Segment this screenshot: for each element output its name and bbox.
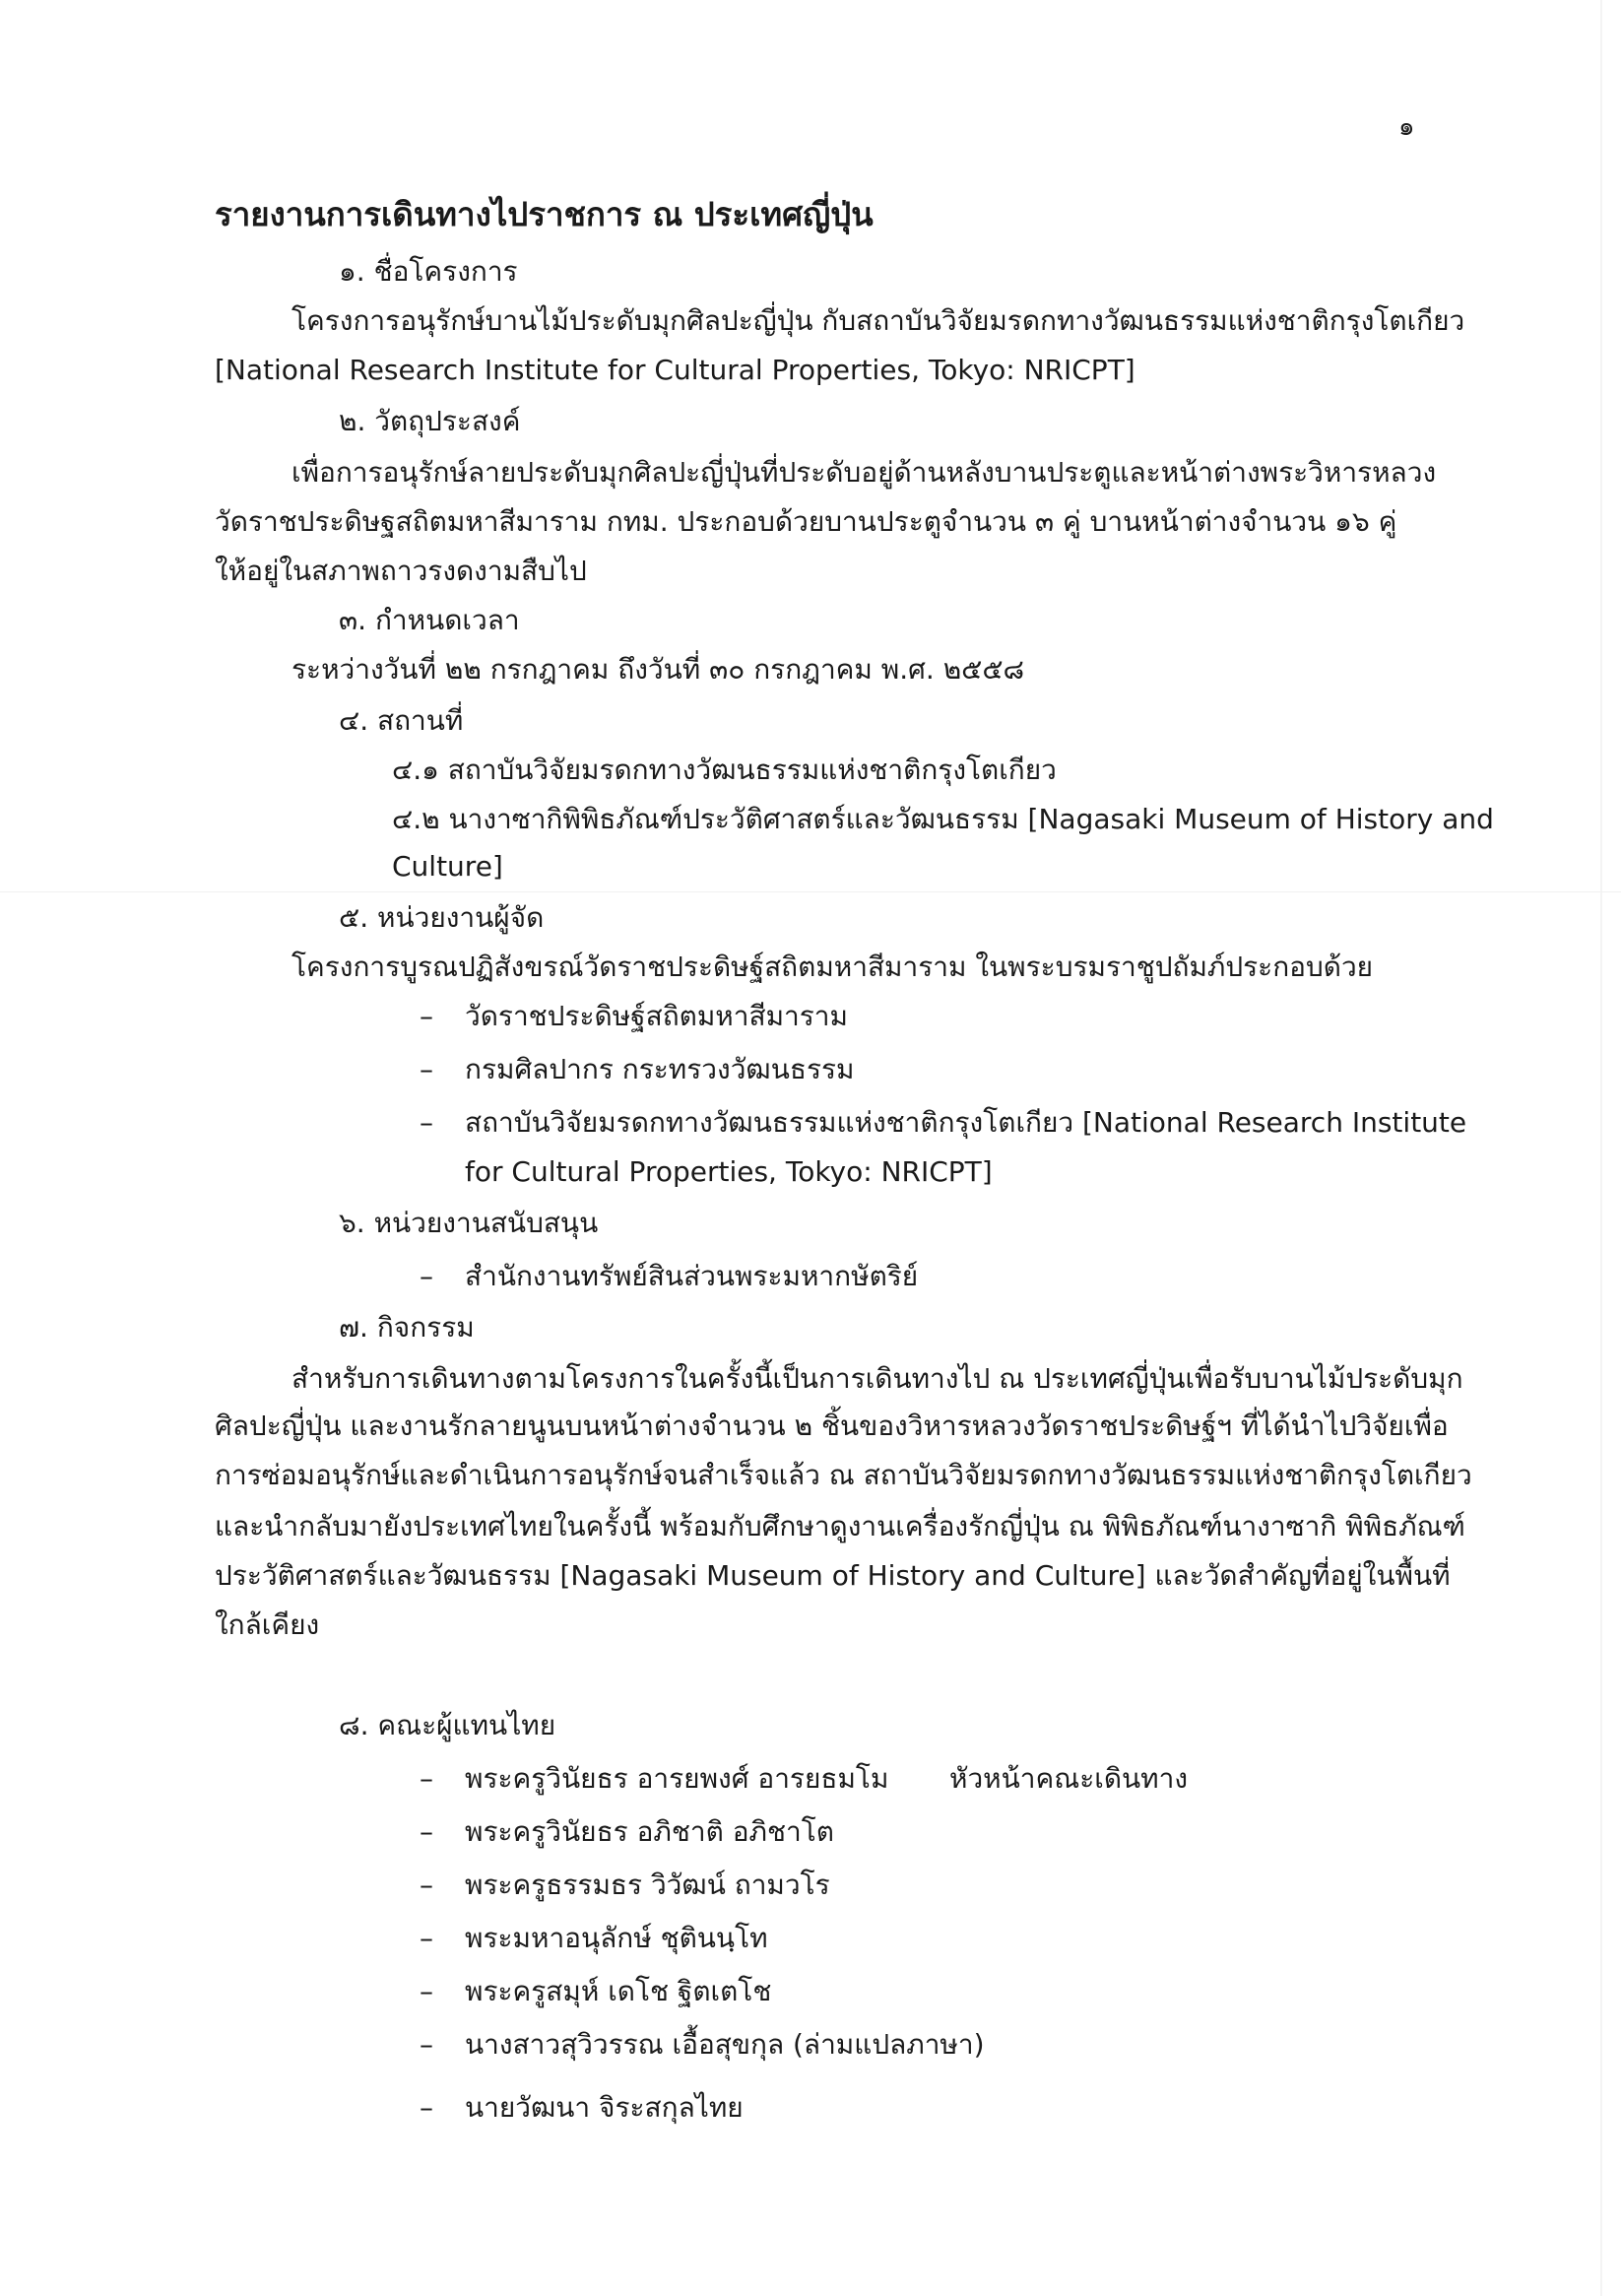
section-7-heading: ๗. กิจกรรม [339, 1311, 475, 1344]
list-dash: – [420, 1975, 433, 2007]
section-3-heading: ๓. กำหนดเวลา [339, 604, 520, 636]
list-dash: – [420, 2091, 433, 2124]
section-4-item: Culture] [392, 850, 503, 883]
section-1-text: [National Research Institute for Cultural Properties, Tokyo: NRICPT] [215, 354, 1135, 386]
section-1-text: โครงการอนุรักษ์บานไม้ประดับมุกศิลปะญี่ปุ่น กับสถาบันวิจัยมรดกทางวัฒนธรรมแห่งชาติกรุงโตเกียว [292, 304, 1465, 337]
section-7-text: และนำกลับมายังประเทศไทยในครั้งนี้ พร้อมกับศึกษาดูงานเครื่องรักญี่ปุ่น ณ พิพิธภัณฑ์นางาซากิ พิพิธภัณฑ์ [215, 1510, 1465, 1542]
section-2-text: ให้อยู่ในสภาพถาวรงดงามสืบไป [215, 555, 587, 587]
section-5-list-item: สถาบันวิจัยมรดกทางวัฒนธรรมแห่งชาติกรุงโตเกียว [National Research Institute [465, 1106, 1467, 1139]
list-dash: – [420, 1762, 433, 1795]
list-dash: – [420, 1922, 433, 1954]
list-dash: – [420, 2028, 433, 2061]
member-name: พระครูวินัยธร อภิชาติ อภิชาโต [465, 1815, 834, 1848]
section-4-item: ๔.๒ นางาซากิพิพิธภัณฑ์ประวัติศาสตร์และวัฒนธรรม [Nagasaki Museum of History and [392, 803, 1494, 835]
section-7-text: การซ่อมอนุรักษ์และดำเนินการอนุรักษ์จนสำเร็จแล้ว ณ สถาบันวิจัยมรดกทางวัฒนธรรมแห่งชาติกรุงโตเกียว [215, 1459, 1472, 1491]
member-name: นายวัฒนา จิระสกุลไทย [465, 2091, 744, 2124]
section-5-list-item: for Cultural Properties, Tokyo: NRICPT] [465, 1155, 993, 1188]
section-5-list-item: วัดราชประดิษฐ์สถิตมหาสีมาราม [465, 1000, 848, 1032]
section-3-text: ระหว่างวันที่ ๒๒ กรกฎาคม ถึงวันที่ ๓๐ กรกฎาคม พ.ศ. ๒๕๕๘ [292, 653, 1025, 686]
member-name: พระครูวินัยธร อารยพงศ์ อารยธมโม [465, 1762, 889, 1795]
member-name: พระครูสมุห์ เดโช ฐิตเตโช [465, 1975, 772, 2007]
section-7-text: ศิลปะญี่ปุ่น และงานรักลายนูนบนหน้าต่างจำนวน ๒ ชิ้นของวิหารหลวงวัดราชประดิษฐ์ฯ ที่ได้นำไปวิจัยเพื่อ [215, 1410, 1449, 1442]
section-6-list-item: สำนักงานทรัพย์สินส่วนพระมหากษัตริย์ [465, 1260, 919, 1292]
section-2-text: เพื่อการอนุรักษ์ลายประดับมุกศิลปะญี่ปุ่นที่ประดับอยู่ด้านหลังบานประตูและหน้าต่างพระวิหารหลวง [292, 456, 1437, 489]
page-number: ๑ [1398, 112, 1415, 142]
section-2-text: วัดราชประดิษฐสถิตมหาสีมาราม กทม. ประกอบด้วยบานประตูจำนวน ๓ คู่ บานหน้าต่างจำนวน ๑๖ คู่ [215, 505, 1397, 538]
section-1-heading: ๑. ชื่อโครงการ [339, 255, 518, 288]
section-8-heading: ๘. คณะผู้แทนไทย [339, 1709, 556, 1741]
member-name: นางสาวสุวิวรรณ เอื้อสุขกุล (ล่ามแปลภาษา) [465, 2028, 985, 2061]
page-title: รายงานการเดินทางไปราชการ ณ ประเทศญี่ปุ่น [215, 195, 874, 233]
list-dash: – [420, 1815, 433, 1848]
section-4-heading: ๔. สถานที่ [339, 704, 464, 737]
section-5-text: โครงการบูรณปฏิสังขรณ์วัดราชประดิษฐ์สถิตมหาสีมาราม ในพระบรมราชูปถัมภ์ประกอบด้วย [292, 951, 1374, 983]
list-dash: – [420, 1106, 433, 1139]
list-dash: – [420, 1869, 433, 1901]
member-name: พระครูธรรมธร วิวัฒน์ ถามวโร [465, 1869, 830, 1901]
section-4-item: ๔.๑ สถาบันวิจัยมรดกทางวัฒนธรรมแห่งชาติกรุงโตเกียว [392, 754, 1057, 786]
section-6-heading: ๖. หน่วยงานสนับสนุน [339, 1207, 599, 1239]
section-7-text: สำหรับการเดินทางตามโครงการในครั้งนี้เป็นการเดินทางไป ณ ประเทศญี่ปุ่นเพื่อรับบานไม้ประดับมุก [292, 1362, 1463, 1395]
section-7-text: ใกล้เคียง [215, 1608, 320, 1641]
list-dash: – [420, 1000, 433, 1032]
member-role: หัวหน้าคณะเดินทาง [949, 1762, 1188, 1795]
scan-edge-shade [1600, 0, 1602, 2296]
list-dash: – [420, 1053, 433, 1085]
section-2-heading: ๒. วัตถุประสงค์ [339, 405, 521, 437]
list-dash: – [420, 1260, 433, 1292]
section-7-text: ประวัติศาสตร์และวัฒนธรรม [Nagasaki Museum of History and Culture] และวัดสำคัญที่อยู่ในพื้นที่ [215, 1559, 1451, 1592]
member-name: พระมหาอนุลักษ์ ชุตินนฺโท [465, 1922, 768, 1954]
section-5-heading: ๕. หน่วยงานผู้จัด [339, 901, 545, 934]
section-5-list-item: กรมศิลปากร กระทรวงวัฒนธรรม [465, 1053, 855, 1085]
scan-line [0, 891, 1621, 892]
